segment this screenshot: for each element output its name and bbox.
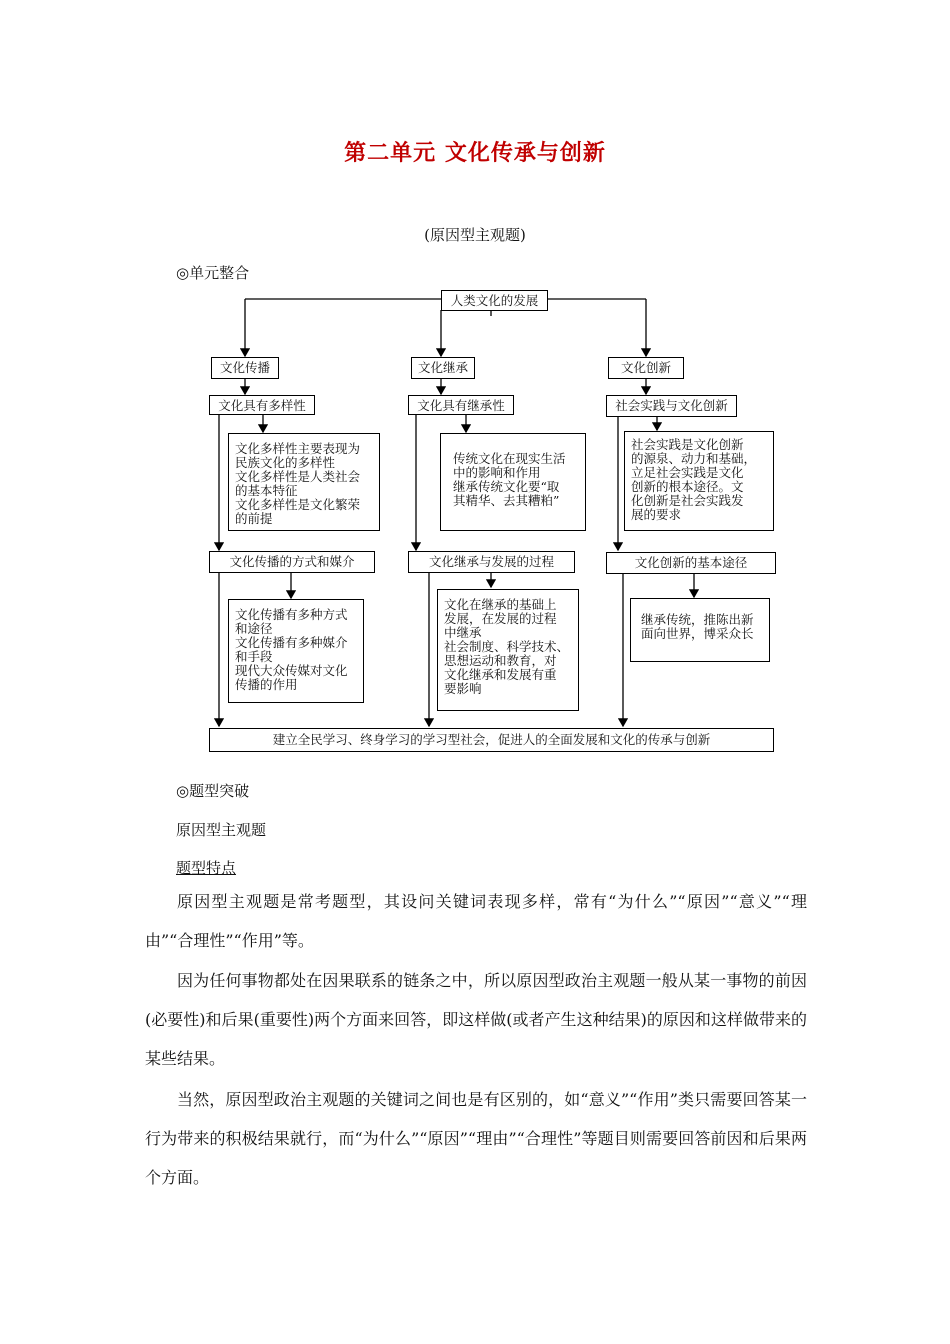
paragraph-3: 当然，原因型政治主观题的关键词之间也是有区别的，如“意义”“作用”类只需要回答某一行为带来的积极结果就行，而“为什么”“原因”“理由”“合理性”等题目则需要回答前因和后果两个方面。 xyxy=(145,1090,807,1187)
content-line: 文化多样性是文化繁荣 xyxy=(235,497,361,512)
col3-sub1-box xyxy=(606,395,737,417)
content-line: 中继承 xyxy=(444,625,482,640)
content-line: 化创新是社会实践发 xyxy=(631,493,744,508)
content-line: 社会实践是文化创新 xyxy=(631,437,744,452)
diagram-bottom-box xyxy=(209,728,774,752)
section-breakthrough-heading: ◎题型突破 xyxy=(176,782,250,800)
content-line: 文化在继承的基础上 xyxy=(444,597,557,612)
section-unit-heading: ◎单元整合 xyxy=(176,264,250,282)
col1-content2-box xyxy=(228,599,364,703)
col1-sub1-box xyxy=(209,395,315,415)
content-line: 文化多样性是人类社会 xyxy=(235,469,361,484)
col3-content2-box xyxy=(630,598,770,662)
col3-head-label: 文化创新 xyxy=(620,360,671,375)
content-line: 和途径 xyxy=(235,621,273,636)
content-line: 继承传统，推陈出新 xyxy=(641,612,754,627)
col2-head-box xyxy=(411,357,475,379)
col2-head-label: 文化继承 xyxy=(417,360,468,375)
content-line: 发展，在发展的过程 xyxy=(444,611,557,626)
col1-sub2-label: 文化传播的方式和媒介 xyxy=(229,554,355,569)
col1-head-label: 文化传播 xyxy=(219,360,270,375)
page-subtitle: (原因型主观题) xyxy=(424,226,526,244)
diagram-bottom-label: 建立全民学习、终身学习的学习型社会，促进人的全面发展和文化的传承与创新 xyxy=(272,732,711,747)
content-line: 创新的根本途径。文 xyxy=(631,479,744,494)
content-line: 中的影响和作用 xyxy=(453,465,541,480)
content-line: 思想运动和教育，对 xyxy=(444,653,557,668)
col2-content2-box xyxy=(437,589,579,711)
content-line: 社会制度、科学技术、 xyxy=(444,639,570,654)
col1-head-box xyxy=(211,357,279,379)
type-name: 原因型主观题 xyxy=(176,821,267,839)
feature-heading: 题型特点 xyxy=(176,859,237,877)
content-line: 传播的作用 xyxy=(235,677,298,692)
col2-content1-box xyxy=(440,433,586,531)
diagram-root-label: 人类文化的发展 xyxy=(450,293,539,308)
col1-sub1-label: 文化具有多样性 xyxy=(218,398,306,413)
content-line: 继承传统文化要“取 xyxy=(453,479,560,494)
col3-sub2-label: 文化创新的基本途径 xyxy=(634,555,748,570)
col1-content1-box xyxy=(228,433,380,531)
col3-sub2-box xyxy=(606,552,776,574)
content-line: 的前提 xyxy=(235,511,273,526)
content-line: 文化继承和发展有重 xyxy=(444,667,557,682)
col2-sub1-box xyxy=(408,395,514,415)
content-line: 文化传播有多种方式 xyxy=(235,607,348,622)
content-line: 其精华、去其糟粕” xyxy=(453,493,560,508)
paragraph-2: 因为任何事物都处在因果联系的链条之中，所以原因型政治主观题一般从某一事物的前因(必要性)和后果(重要性)两个方面来回答，即这样做(或者产生这种结果)的原因和这样做带来的某些结果。 xyxy=(145,971,807,1068)
content-line: 的基本特征 xyxy=(235,483,298,498)
content-line: 立足社会实践是文化 xyxy=(631,465,744,480)
content-line: 的源泉、动力和基础， xyxy=(631,451,757,466)
col3-head-box xyxy=(608,357,684,379)
col2-sub2-label: 文化继承与发展的过程 xyxy=(428,554,554,569)
content-line: 面向世界，博采众长 xyxy=(641,626,754,641)
col2-sub1-label: 文化具有继承性 xyxy=(417,398,505,413)
content-line: 要影响 xyxy=(444,681,482,696)
content-line: 民族文化的多样性 xyxy=(235,455,336,470)
paragraph-1: 原因型主观题是常考题型，其设问关键词表现多样，常有“为什么”“原因”“意义”“理由”“合理性”“作用”等。 xyxy=(145,892,807,950)
content-line: 和手段 xyxy=(235,649,273,664)
content-line: 现代大众传媒对文化 xyxy=(235,663,348,678)
content-line: 展的要求 xyxy=(631,507,682,522)
col3-sub1-label: 社会实践与文化创新 xyxy=(615,398,728,413)
col1-sub2-box xyxy=(209,551,375,573)
page-title: 第二单元 文化传承与创新 xyxy=(344,140,606,166)
col2-sub2-box xyxy=(408,551,575,573)
col3-content1-box xyxy=(624,431,774,531)
content-line: 文化传播有多种媒介 xyxy=(235,635,348,650)
content-line: 传统文化在现实生活 xyxy=(453,451,566,466)
diagram-root-box xyxy=(441,290,548,311)
content-line: 文化多样性主要表现为 xyxy=(235,441,361,456)
